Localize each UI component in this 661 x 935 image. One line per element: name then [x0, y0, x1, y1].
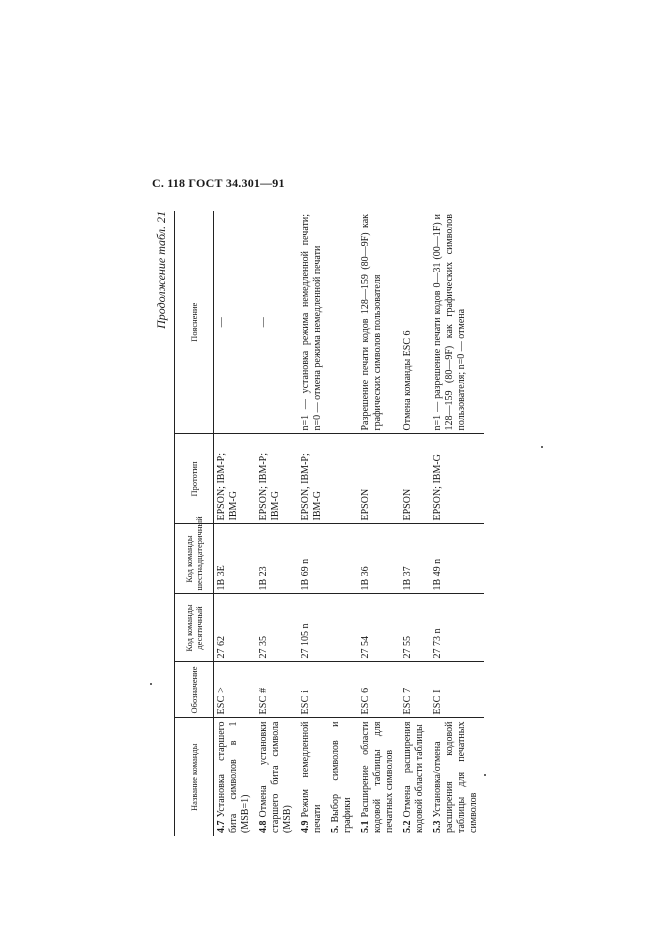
table-row [430, 211, 484, 836]
row-name: Режим немедленной печати [300, 721, 323, 833]
col-header-hex: Код команды шестнадцатеричный [175, 524, 214, 594]
table-row [358, 211, 400, 836]
cell-proto: EPSON; IBM-P; IBM-G [256, 434, 298, 524]
command-table [174, 211, 484, 836]
cell-name [328, 718, 358, 836]
cell-proto: EPSON; IBM-G [430, 434, 484, 524]
table-row [214, 211, 257, 836]
row-number: 4.9 [300, 820, 311, 833]
scan-speck [484, 774, 486, 776]
table-header-row [175, 211, 214, 836]
table-row [298, 211, 328, 836]
cell-name [214, 718, 257, 836]
cell-code: ESC 6 [358, 662, 400, 718]
row-name: Выбор символов и графики [330, 721, 353, 833]
row-number: 4.8 [258, 820, 269, 833]
cell-hex: 1B 23 [256, 524, 298, 594]
table-caption: Продолжение табл. 21 [154, 211, 168, 329]
cell-code: ESC # [256, 662, 298, 718]
cell-dec: 27 55 [400, 594, 430, 662]
cell-code: ESC 7 [400, 662, 430, 718]
cell-proto: EPSON, IBM-P; IBM-G [298, 434, 328, 524]
cell-dec: 27 54 [358, 594, 400, 662]
cell-expl: Отмена команды ESC 6 [400, 211, 430, 434]
col-header-proto: Прототип [175, 434, 214, 524]
cell-hex: 1B 69 n [298, 524, 328, 594]
row-number: 4.7 [216, 820, 227, 833]
row-number: 5.2 [402, 820, 413, 833]
row-name: Отмена расширения кодовой области таблицы [402, 721, 425, 833]
cell-dec: 27 105 n [298, 594, 328, 662]
cell-dec: 27 62 [214, 594, 257, 662]
cell-hex [328, 524, 358, 594]
row-name: Установка старшего бита символов в 1 (MSB=1) [216, 721, 251, 833]
cell-proto: EPSON; IBM-P; IBM-G [214, 434, 257, 524]
cell-name [298, 718, 328, 836]
cell-name [400, 718, 430, 836]
cell-dec: 27 73 n [430, 594, 484, 662]
cell-code: ESC > [214, 662, 257, 718]
cell-expl: n=1 — установка режима немедленной печати; n=0 — отмена режима немедленной печати [298, 211, 328, 434]
cell-hex: 1B 36 [358, 524, 400, 594]
cell-dec: 27 35 [256, 594, 298, 662]
cell-expl: Разрешение печати кодов 128—159 (80—9F) как графических символов пользователя [358, 211, 400, 434]
table-row [328, 211, 358, 836]
cell-dec [328, 594, 358, 662]
cell-code [328, 662, 358, 718]
cell-name [256, 718, 298, 836]
row-number: 5.1 [360, 820, 371, 833]
row-name: Расширение области кодовой таблицы для печатных символов [360, 721, 395, 833]
page-header: С. 118 ГОСТ 34.301—91 [152, 176, 285, 190]
col-header-expl: Пояснение [175, 211, 214, 434]
row-number: 5.3 [432, 820, 443, 833]
cell-expl: — [214, 211, 257, 434]
row-name: Установка/отмена расширения кодовой таблицы для печатных символов [432, 721, 479, 833]
scan-speck [150, 683, 152, 685]
rotated-table-block [154, 211, 494, 836]
row-number: 5. [330, 825, 341, 833]
col-header-name: Название команды [175, 718, 214, 836]
cell-name [358, 718, 400, 836]
cell-name [430, 718, 484, 836]
row-name: Отмена установки старшего бита символа (MSB) [258, 721, 293, 833]
cell-expl [328, 211, 358, 434]
cell-proto: EPSON [400, 434, 430, 524]
cell-proto [328, 434, 358, 524]
cell-hex: 1B 37 [400, 524, 430, 594]
cell-hex: 1B 49 n [430, 524, 484, 594]
cell-code: ESC i [298, 662, 328, 718]
cell-expl: n=1 — разрешение печати кодов 0—31 (00—1F) и 128—159 (80—9F) как графических символов пользователя; n=0 — отмена [430, 211, 484, 434]
cell-proto: EPSON [358, 434, 400, 524]
scan-speck [541, 446, 543, 448]
col-header-dec: Код команды десятичный [175, 594, 214, 662]
cell-code: ESC I [430, 662, 484, 718]
cell-hex: 1B 3E [214, 524, 257, 594]
table-row [400, 211, 430, 836]
col-header-code: Обозначение [175, 662, 214, 718]
table-row [256, 211, 298, 836]
cell-expl: — [256, 211, 298, 434]
